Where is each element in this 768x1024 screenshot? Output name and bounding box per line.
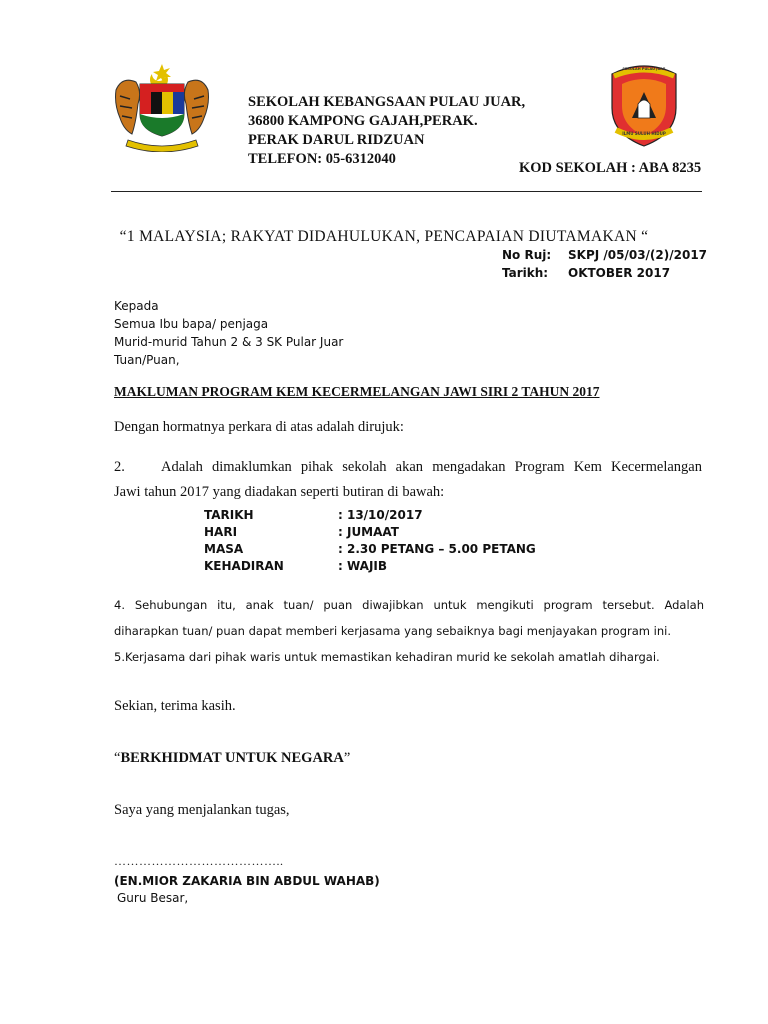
- paragraph-2-line-2: Jawi tahun 2017 yang diadakan seperti butiran di bawah:: [114, 484, 445, 500]
- detail-value: : 2.30 PETANG – 5.00 PETANG: [338, 542, 536, 556]
- duty-line: Saya yang menjalankan tugas,: [114, 802, 290, 818]
- detail-row: [204, 558, 536, 575]
- address-line-2: PERAK DARUL RIDZUAN: [248, 132, 425, 148]
- intro-paragraph: Dengan hormatnya perkara di atas adalah dirujuk:: [114, 419, 404, 435]
- salutation: Tuan/Puan,: [114, 353, 180, 367]
- signatory-name: (EN.MIOR ZAKARIA BIN ABDUL WAHAB): [114, 874, 380, 888]
- recipient-block: [114, 297, 343, 369]
- program-details: [204, 507, 536, 575]
- signatory-title: Guru Besar,: [117, 891, 189, 905]
- letterhead-divider: [111, 191, 702, 192]
- detail-value: : JUMAAT: [338, 525, 399, 539]
- paragraph-number: 2.: [114, 459, 125, 475]
- date-value: OKTOBER 2017: [568, 266, 671, 280]
- national-motto: [114, 750, 350, 767]
- detail-row: [204, 541, 536, 558]
- recipient-line: Murid-murid Tahun 2 & 3 SK Pular Juar: [114, 335, 344, 349]
- detail-label: KEHADIRAN: [204, 559, 284, 573]
- detail-row: [204, 507, 536, 524]
- quote-open: “: [114, 750, 121, 766]
- recipient-line: Semua Ibu bapa/ penjaga: [114, 317, 269, 331]
- detail-label: MASA: [204, 542, 244, 556]
- national-motto-text: BERKHIDMAT UNTUK NEGARA: [120, 750, 344, 766]
- paragraph-2-line-1: Adalah dimaklumkan pihak sekolah akan mengadakan Program Kem Kecermelangan: [161, 459, 702, 475]
- school-badge-icon: [604, 60, 684, 148]
- malaysia-coat-of-arms-icon: [108, 62, 216, 152]
- detail-value: : 13/10/2017: [338, 508, 423, 522]
- detail-label: HARI: [204, 525, 238, 539]
- address-line-1: 36800 KAMPONG GAJAH,PERAK.: [248, 113, 478, 129]
- paragraphs-4-5: [114, 592, 704, 670]
- school-address-block: [248, 93, 525, 169]
- recipient-line: Kepada: [114, 299, 159, 313]
- detail-row: [204, 524, 536, 541]
- phone-number: TELEFON: 05-6312040: [248, 151, 396, 167]
- detail-label: TARIKH: [204, 508, 254, 522]
- ref-value: SKPJ /05/03/(2)/2017: [568, 248, 708, 262]
- paragraph-4: 4. Sehubungan itu, anak tuan/ puan diwajibkan untuk mengikuti program tersebut. Adalah diharapkan tuan/ puan dapat memberi kerjasama yang sebaiknya bagi menjayakan program ini.: [114, 598, 704, 638]
- closing-line: Sekian, terima kasih.: [114, 698, 236, 714]
- detail-value: : WAJIB: [338, 559, 388, 573]
- letter-subject: MAKLUMAN PROGRAM KEM KECERMELANGAN JAWI SIRI 2 TAHUN 2017: [114, 384, 600, 399]
- reference-block: [502, 246, 707, 282]
- reference-number-row: [502, 246, 707, 264]
- badge-bottom-text: ILMU SULUH HIDUP: [622, 131, 666, 136]
- badge-top-text: SEKOLAH PULAU JUAR: [622, 67, 666, 71]
- paragraph-5: 5.Kerjasama dari pihak waris untuk memastikan kehadiran murid ke sekolah amatlah dihargai.: [114, 650, 660, 664]
- signature-line: …………………………………..: [114, 854, 284, 868]
- school-name: SEKOLAH KEBANGSAAN PULAU JUAR,: [248, 94, 526, 110]
- paragraph-2: [114, 455, 702, 505]
- quote-close: ”: [343, 750, 351, 766]
- ref-label: No Ruj:: [502, 248, 552, 262]
- date-row: [502, 264, 707, 282]
- government-motto: “1 MALAYSIA; RAKYAT DIDAHULUKAN, PENCAPAIAN DIUTAMAKAN “: [119, 228, 649, 245]
- date-label: Tarikh:: [502, 266, 549, 280]
- school-code: KOD SEKOLAH : ABA 8235: [519, 160, 702, 176]
